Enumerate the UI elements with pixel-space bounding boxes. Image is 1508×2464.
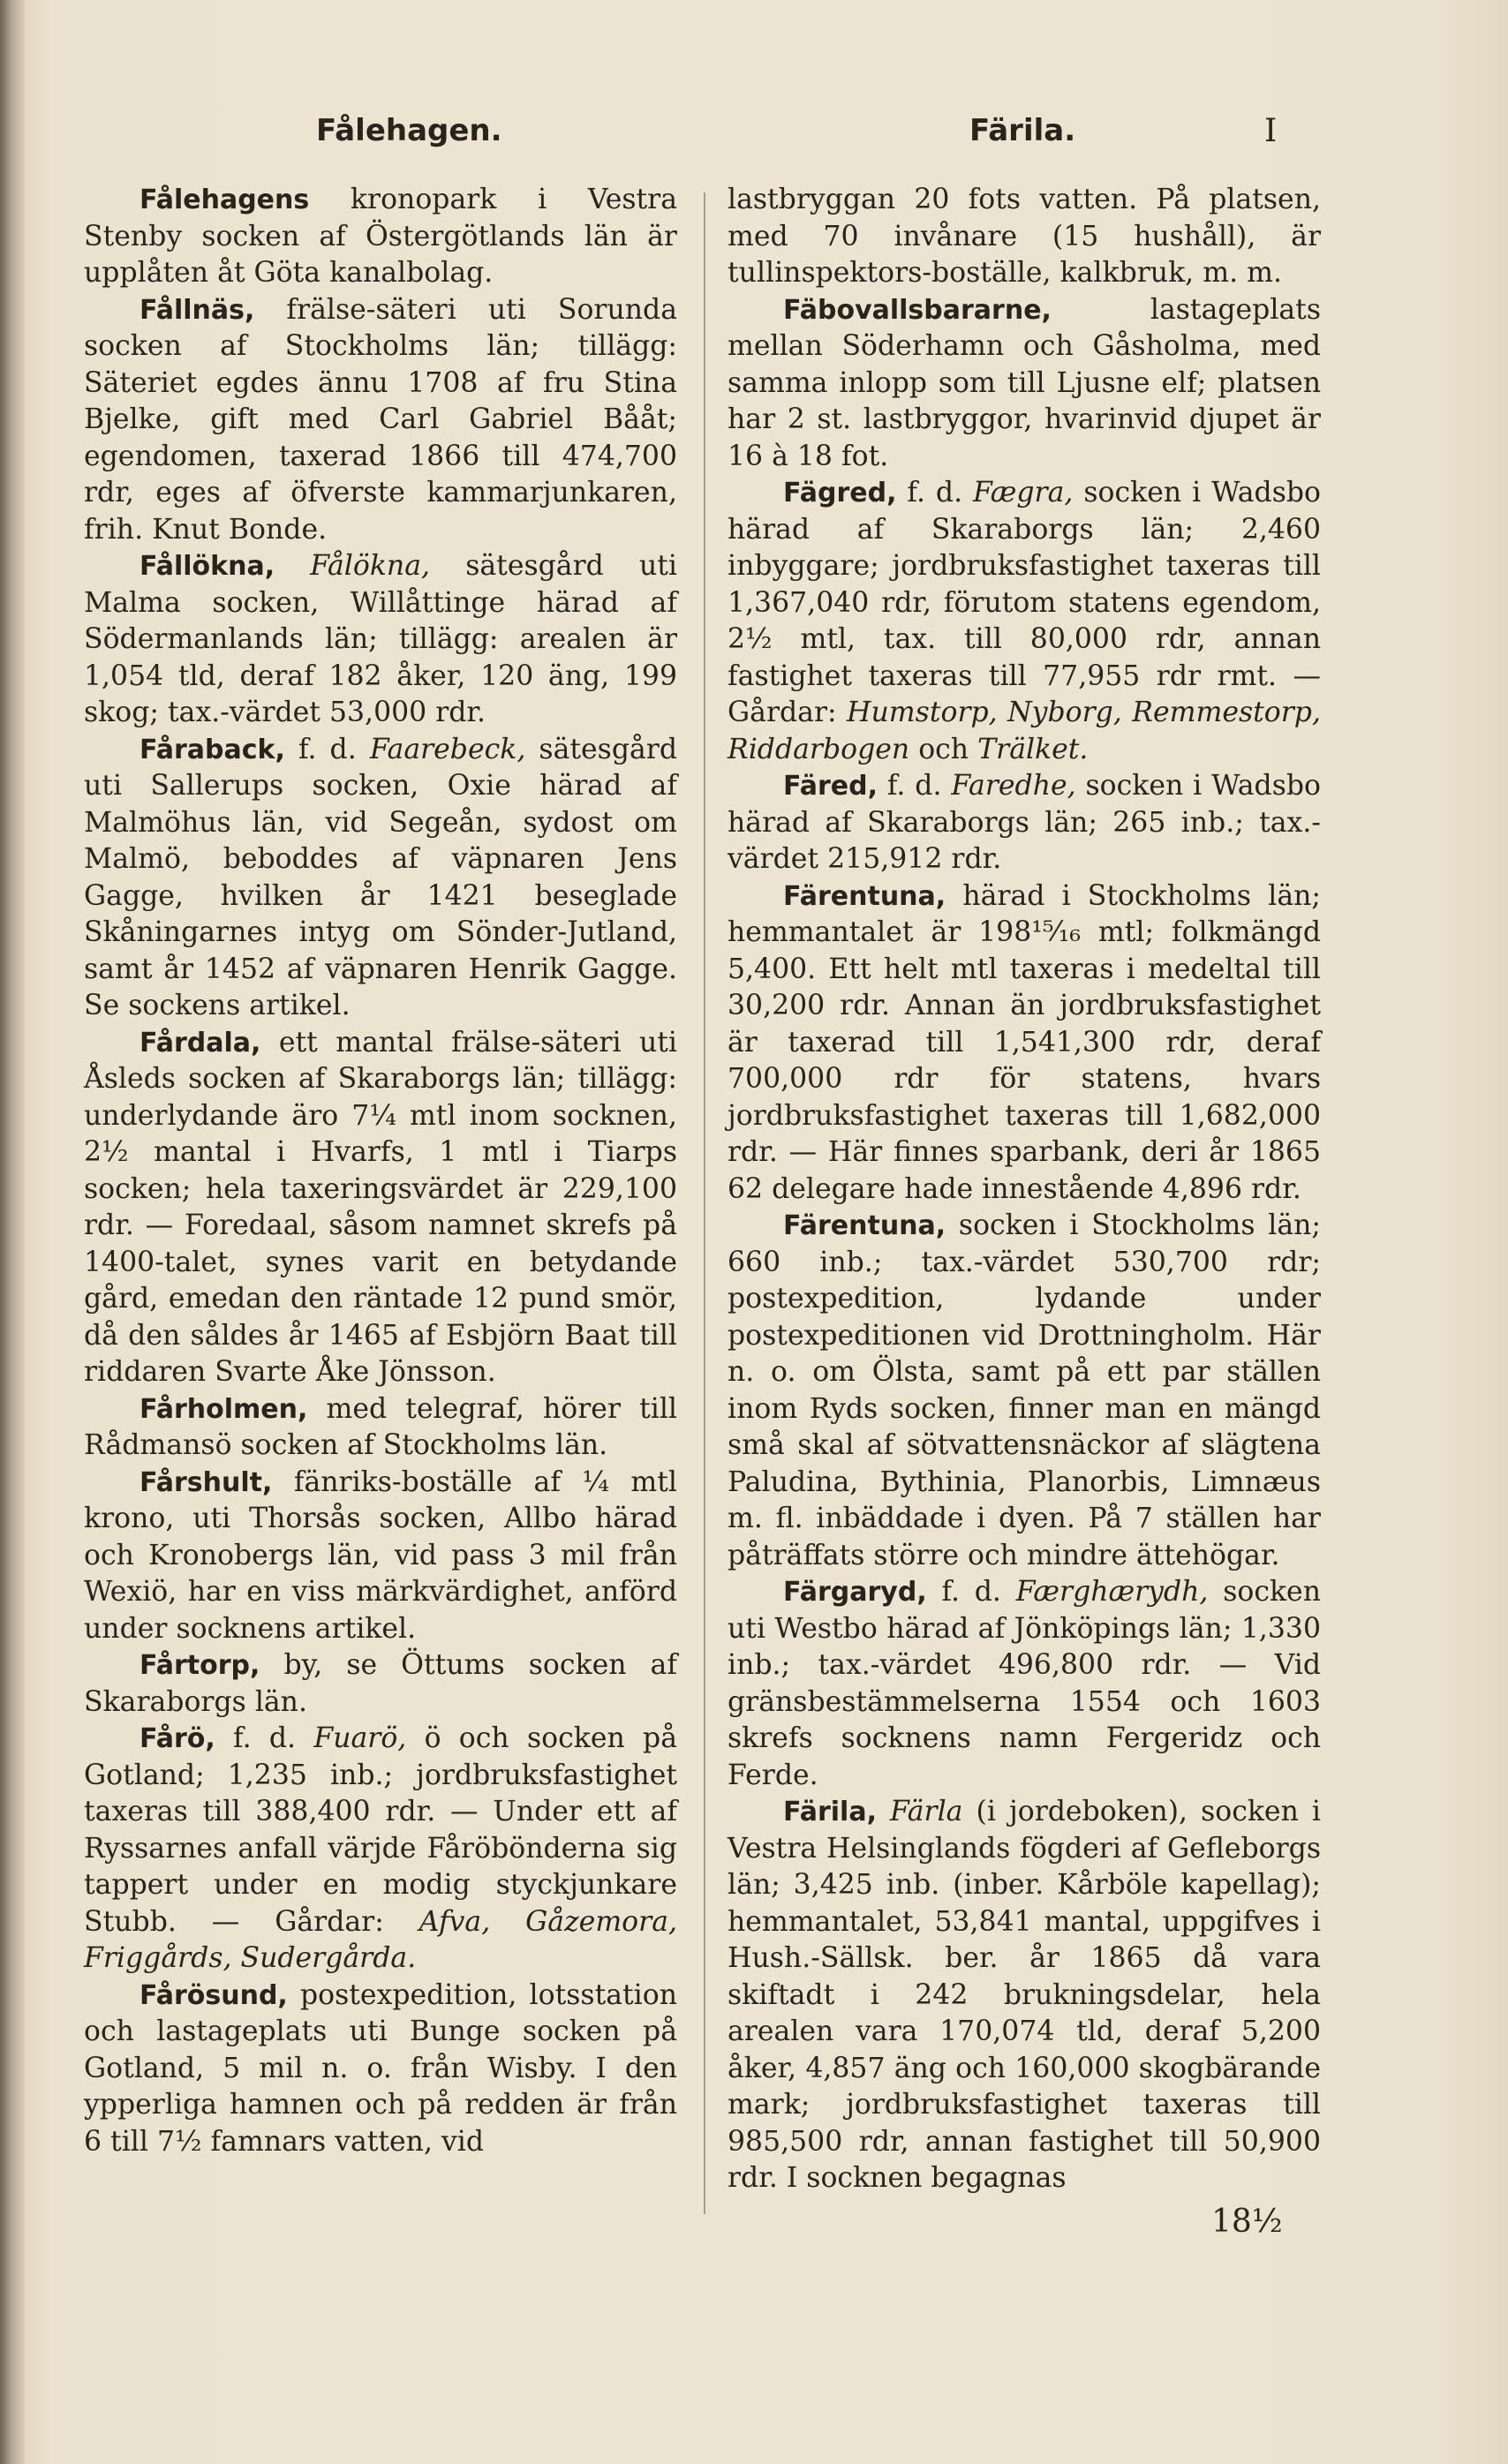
entry-text: by, se Öttums socken af Skaraborgs län. [84,1649,677,1718]
entry-text: frälse-säteri uti Sorunda socken af Stockholms län; tillägg: Säteriet egdes ännu 1708 af fru Stina Bjelke, gift med Carl Gabriel Bååt; egendomen, taxerad 1866 till 474,700 rdr, eges af öfverste kammarjunkaren, frih. Knut Bonde. [84,293,677,546]
header-center-word: Färila. [969,113,1076,148]
entry-falehagens [84,182,677,292]
entry-text: socken i Wadsbo härad af Skaraborgs län; 2,460 inbyggare; jordbruksfastighet taxeras till 1,367,040 rdr, förutom statens egendom, 2½ mtl, tax. till 80,000 rdr, annan fastighet taxeras till 77,955 rdr rmt. — Gårdar: [728,477,1321,728]
header-left-word: Fålehagen. [316,113,502,148]
entry-faro [84,1721,677,1978]
entry-text: ett mantal frälse-säteri uti Åsleds socken af Skaraborgs län; tillägg: underlydande äro 7¼ mtl inom socknen, 2½ mantal i Hvarfs, 1 mtl i Tiarps socken; hela taxeringsvärdet är 229,100 rdr. — Foredaal, såsom namnet skrefs på 1400-talet, synes varit en betydande gård, emedan den räntade 12 pund smör, då den såldes år 1465 af Esbjörn Baat till riddaren Svarte Åke Jönsson. [84,1026,677,1388]
column-divider [704,192,705,2214]
entry-text: fänriks-boställe af ¼ mtl krono, uti Thorsås socken, Allbo härad och Kronobergs län, vid pass 3 mil från Wexiö, har en viss märkvärdighet, anförd under socknens artikel. [84,1466,677,1645]
entry-fallokna [84,548,677,732]
entry-text: f. d. [215,1722,297,1754]
italic-farms: Afva, Gåzemora, Friggårds, Sudergårda. [84,1905,677,1974]
entry-farosund [84,1978,677,2161]
italic-name: Færghærydh, [1000,1576,1209,1608]
signature-mark: 18½ [1211,2204,1283,2240]
italic-name: Fålökna, [275,550,431,582]
entry-text: f. d. [896,477,963,509]
entry-fallnas [84,292,677,549]
headword: Fårholmen, [139,1393,308,1425]
entry-text: sätesgård uti Malma socken, Willåttinge härad af Södermanlands län; tillägg: arealen är 1,054 tld, deraf 182 åker, 120 äng, 199 skog; tax.-värdet 53,000 rdr. [84,550,678,728]
headword: Fåraback, [139,734,285,765]
headword: Fårösund, [139,1979,288,2011]
entry-text: f. d. [878,770,942,802]
entry-farila [728,1794,1321,2197]
headword: Färentuna, [783,880,946,912]
entry-text: socken i Stockholms län; 660 inb.; tax.-värdet 530,700 rdr; postexpedition, lydande under postexpeditionen vid Drottningholm. Här n. o. om Ölsta, samt på ett par ställen inom Ryds socken, finner man en mängd små skal af sötvattensnäckor af slägtena Paludina, Bythinia, Planorbis, Limnæus m. fl. inbäddade i dyen. På 7 ställen har påträffats större och mindre ättehögar. [728,1209,1321,1571]
entry-text: socken i Wadsbo härad af Skaraborgs län; 265 inb.; tax.-värdet 215,912 rdr. [728,770,1321,875]
headword: Fäbovallsbararne, [783,294,1052,326]
entry-fardala [84,1025,677,1391]
entry-text: f. d. [284,733,357,765]
headword: Färentuna, [783,1210,946,1241]
headword: Färed, [783,771,878,802]
book-spine-shadow [0,0,25,2464]
entry-fartorp [84,1647,677,1721]
header-page-mark: I [1264,113,1278,149]
italic-farms: Trälket. [969,733,1089,765]
italic-name: Faarebeck, [356,733,526,765]
entry-text: ö och socken på Gotland; 1,235 inb.; jordbruksfastighet taxeras till 388,400 rdr. — Under ett af Ryssarnes anfall värjde Fåröbönderna sig tappert under en modig styckjunkare Stubb. — Gårdar: [84,1722,677,1938]
entry-text: sätesgård uti Sallerups socken, Oxie härad af Malmöhus län, vid Segeån, sydost om Malmö, beboddes af väpnaren Jens Gagge, hvilken år 1421 beseglade Skåningarnes intyg om Sönder-Jutland, samt år 1452 af väpnaren Henrik Gagge. Se sockens artikel. [84,733,677,1021]
italic-farms: Humstorp, Nyborg, Remmestorp, Riddarbogen [728,697,1321,765]
headword: Fålehagens [139,185,310,215]
headword: Färgaryd, [783,1577,927,1608]
headword: Fållökna, [139,551,275,582]
entry-farshult [84,1465,677,1648]
entry-farentuna-harad [728,878,1321,1209]
entry-text: socken uti Westbo härad af Jönköpings län; 1,330 inb.; tax.-värdet 496,800 rdr. — Vid gränsbestämmelserna 1554 och 1603 skrefs socknens namn Fergeridz och Ferde. [728,1576,1321,1791]
entry-text: (i jordeboken), socken i Vestra Helsinglands fögderi af Gefleborgs län; 3,425 inb. (inber. Kårböle kapellag); hemmantalet, 53,841 mantal, uppgifves i Hush.-Sällsk. ber. år 1865 då vara skiftadt i 242 brukningsdelar, hela arealen vara 170,074 tld, deraf 5,200 åker, 4,857 äng och 160,000 skogbärande mark; jordbruksfastighet taxeras till 985,500 rdr, annan fastighet till 50,900 rdr. I socknen begagnas [728,1796,1321,2194]
entry-text: lastageplats mellan Söderhamn och Gåsholma, med samma inlopp som till Ljusne elf; platsen har 2 st. lastbryggor, hvarinvid djupet är 16 à 18 fot. [728,293,1321,472]
entry-faraback [84,732,677,1025]
italic-name: Färla [876,1796,963,1827]
headword: Fårtorp, [139,1650,260,1681]
entry-text: med telegraf, hörer till Rådmansö socken af Stockholms län. [84,1392,677,1461]
entry-farentuna-socken [728,1208,1321,1574]
left-column [84,182,677,2160]
right-column [728,182,1321,2197]
entry-fared [728,768,1321,878]
headword: Färila, [783,1797,877,1827]
entry-text: och [909,733,969,765]
entry-continuation: lastbryggan 20 fots vatten. På platsen, med 70 invånare (15 hushåll), är tullinspektors-boställe, kalkbruk, m. m. [728,184,1321,289]
entry-fagred [728,475,1321,768]
entry-text: f. d. [926,1576,1001,1608]
headword: Fårö, [139,1723,215,1754]
running-header [0,113,1508,166]
headword: Fållnäs, [139,294,255,326]
headword: Fägred, [783,478,897,509]
entry-text: postexpedition, lotsstation och lastageplats uti Bunge socken på Gotland, 5 mil n. o. från Wisby. I den ypperliga hamnen och på redden är från 6 till 7½ famnars vatten, vid [84,1978,677,2158]
entry-farholmen [84,1391,677,1465]
entry-text: härad i Stockholms län; hemmantalet är 198¹⁵⁄₁₆ mtl; folkmängd 5,400. Ett helt mtl taxeras i medeltal till 30,200 rdr. Annan än jordbruksfastighet är taxerad till 1,541,300 rdr, deraf 700,000 rdr för statens, hvars jordbruksfastighet taxeras till 1,682,000 rdr. — Här finnes sparbank, deri år 1865 62 delegare hade innestående 4,896 rdr. [728,879,1321,1205]
headword: Fårshult, [139,1466,273,1498]
entry-fargaryd [728,1574,1321,1794]
entry-text: kronopark i Vestra Stenby socken af Östergötlands län är upplåten åt Göta kanalbolag. [84,184,677,289]
entry-fabovallsbararne [728,292,1321,476]
italic-name: Fuarö, [296,1722,407,1754]
headword: Fårdala, [139,1027,261,1059]
italic-name: Fægra, [962,477,1074,509]
italic-name: Faredhe, [941,770,1076,802]
